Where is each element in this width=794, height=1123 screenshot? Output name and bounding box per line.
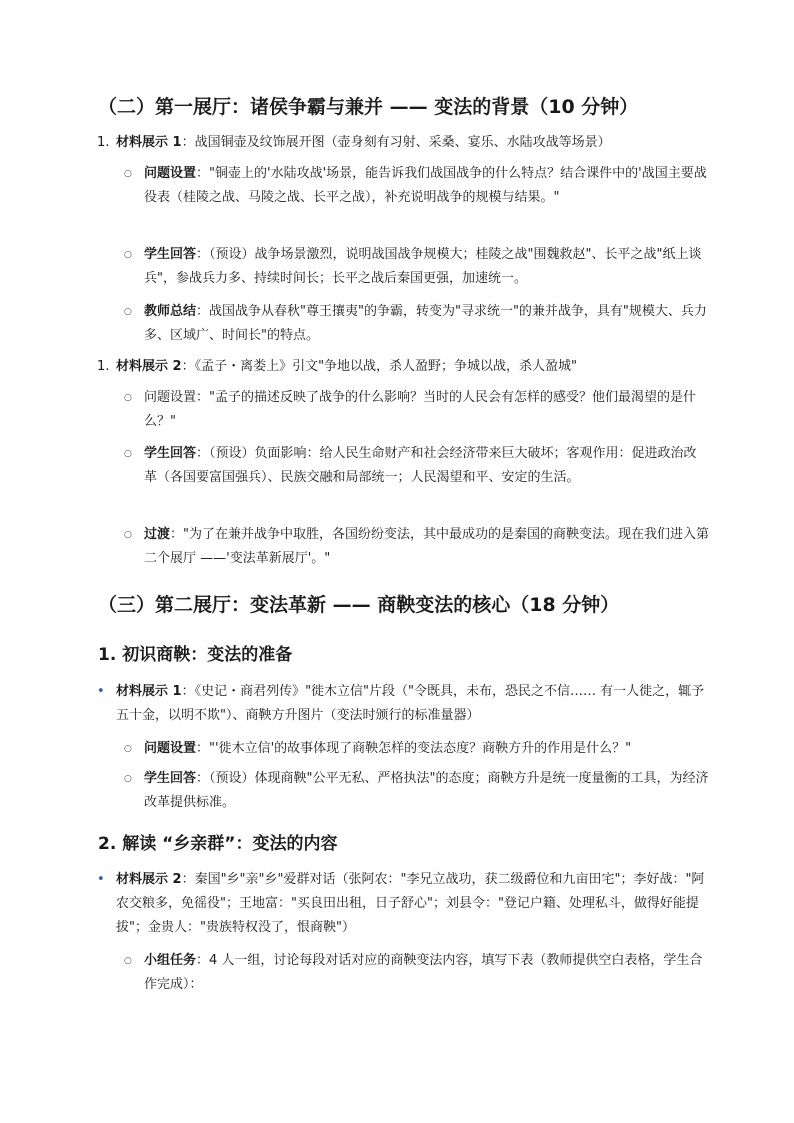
sub-item — [144, 243, 709, 291]
sub-item-text: ："'徙木立信'的故事体现了商鞅怎样的变法态度？商鞅方升的作用是什么？" — [196, 741, 632, 756]
sub-item-text: 问题设置："孟子的描述反映了战争的什么影响？当时的人民会有怎样的感受？他们最渴望的是什么？" — [144, 390, 696, 429]
sub-item — [144, 523, 709, 571]
sub-item-text: ：（预设）负面影响：给人民生命财产和社会经济带来巨大破坏；客观作用：促进政治改革（各国要富国强兵）、民族交融和局部统一；人民渴望和平、安定的生活。 — [144, 446, 697, 485]
section-title: （二）第一展厅：诸侯争霸与兼并 —— 变法的背景（10 分钟） — [98, 96, 639, 118]
sub-item — [144, 767, 709, 815]
sub-item-label: 学生回答 — [144, 771, 197, 786]
sub-item-text: ：战国战争从春秋"尊王攘夷"的争霸，转变为"寻求统一"的兼并战争，具有"规模大、兵力多、区域广、时间长"的特点。 — [144, 304, 707, 343]
circle-bullet-icon: ○ — [124, 530, 132, 540]
item-label: 材料展示 1 — [116, 684, 182, 699]
bullet-icon: • — [97, 872, 105, 887]
sub-item — [144, 386, 709, 434]
item-text: ：《孟子・离娄上》引文"争地以战，杀人盈野；争城以战，杀人盈城" — [181, 359, 578, 374]
sub-item-label: 学生回答 — [144, 446, 197, 461]
sub-item-text: ："为了在兼并战争中取胜，各国纷纷变法，其中最成功的是秦国的商鞅变法。现在我们进入第二个展厅 ——'变法革新展厅'。" — [144, 527, 709, 566]
list-item — [116, 680, 716, 728]
list-item — [116, 131, 716, 155]
circle-bullet-icon: ○ — [124, 250, 132, 260]
circle-bullet-icon: ○ — [124, 307, 132, 317]
sub-item-text: ："铜壶上的'水陆攻战'场景，能告诉我们战国战争的什么特点？结合课件中的'战国主要战役表（桂陵之战、马陵之战、长平之战），补充说明战争的规模与结果。" — [144, 166, 707, 205]
sub-item-text: ：（预设）体现商鞅"公平无私、严格执法"的态度；商鞅方升是统一度量衡的工具，为经济改革提供标准。 — [144, 771, 709, 810]
item-label: 材料展示 2 — [116, 359, 182, 374]
item-label: 材料展示 1 — [116, 135, 182, 150]
sub-item-label: 教师总结 — [144, 304, 197, 319]
item-label: 材料展示 2 — [116, 872, 182, 887]
circle-bullet-icon: ○ — [124, 393, 132, 403]
sub-item-label: 问题设置 — [144, 166, 197, 181]
subsection-title: 2. 解读 “乡亲群”：变法的内容 — [98, 834, 338, 854]
sub-item-text: ：4 人一组，讨论每段对话对应的商鞅变法内容，填写下表（教师提供空白表格，学生合作完成）： — [144, 953, 703, 992]
sub-item — [144, 949, 709, 997]
circle-bullet-icon: ○ — [124, 169, 132, 179]
item-text: ：秦国"乡"亲"乡"爱群对话（张阿农："李兄立战功，获二级爵位和九亩田宅"；李好战："阿农交粮多，免徭役"；王地富："买良田出租，日子舒心"；刘县令："登记户籍、处理私斗，做得好能提拔"；金贵人："贵族特权没了，恨商鞅"） — [116, 872, 705, 935]
sub-item — [144, 737, 709, 761]
subsection-title: 1. 初识商鞅：变法的准备 — [98, 645, 293, 665]
sub-item-label: 学生回答 — [144, 247, 197, 262]
sub-item-label: 过渡 — [144, 527, 171, 542]
sub-item — [144, 162, 709, 210]
list-item — [116, 355, 716, 379]
list-number: 1. — [97, 359, 110, 374]
sub-item — [144, 300, 709, 348]
sub-item-label: 小组任务 — [144, 953, 197, 968]
circle-bullet-icon: ○ — [124, 744, 132, 754]
circle-bullet-icon: ○ — [124, 956, 132, 966]
item-text: ：《史记・商君列传》"徙木立信"片段（"令既具，未布，恐民之不信…… 有一人徙之，辄予五十金，以明不欺"）、商鞅方升图片（变法时颁行的标准量器） — [116, 684, 705, 723]
circle-bullet-icon: ○ — [124, 449, 132, 459]
list-number: 1. — [97, 135, 110, 150]
bullet-icon: • — [97, 684, 105, 699]
section-title: （三）第二展厅：变法革新 —— 商鞅变法的核心（18 分钟） — [98, 594, 620, 616]
sub-item — [144, 442, 709, 490]
sub-item-label: 问题设置 — [144, 741, 197, 756]
circle-bullet-icon: ○ — [124, 774, 132, 784]
item-text: ：战国铜壶及纹饰展开图（壶身刻有习射、采桑、宴乐、水陆攻战等场景） — [181, 135, 611, 150]
list-item — [116, 868, 716, 940]
sub-item-text: ：（预设）战争场景激烈，说明战国战争规模大；桂陵之战"围魏救赵"、长平之战"纸上谈兵"，参战兵力多、持续时间长；长平之战后秦国更强，加速统一。 — [144, 247, 702, 286]
